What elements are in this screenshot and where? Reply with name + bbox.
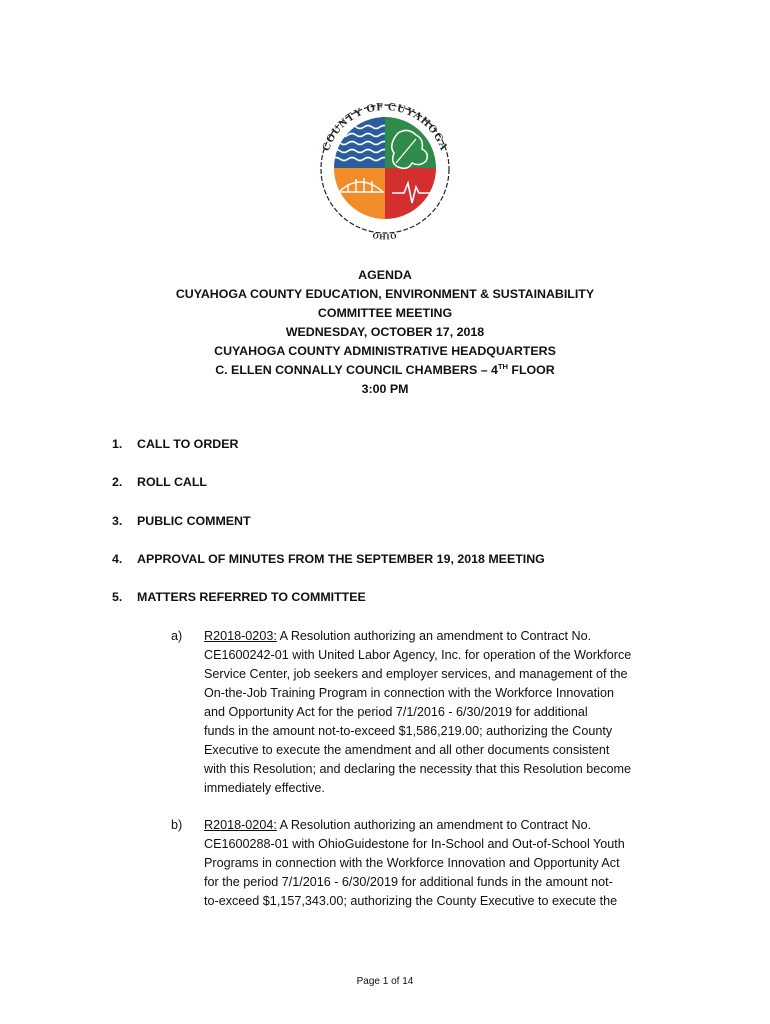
agenda-page: COUNTY OF CUYAHOGA OHIO AGENDA CUYAHOGA COUNTY EDUCATION, ENVIRONMENT & SUSTAINABILITY COMMITTEE MEETING WEDNESDAY, OCTOBER 17, 2018 CUYAHOGA COUNTY ADMINISTRATIVE HEADQUARTERS C. ELLEN CONNALLY COUNCIL CHAMBERS – 4TH FLOOR 3:00 PM 1. CALL TO ORDER 2. ROLL CALL 3. PUBLIC COMMENT 4. APPROVAL OF MINUTES FROM THE SEPTEMBER 19, 2018 MEETING 5. MATTERS REFERRED TO COMMITTEE a) R2018-0203: A Resolution authorizing an amendment to Contract No. CE1600242-01 with United Labor Agency, Inc. for operation of the Workforce Service Center, job seekers and employer services, and management of the On-the-Job Training Program in connection with the Workforce Innovation and Opportunity Act for the period 7/1/2016 - 6/30/2019 for additional funds in the amount not-to-exceed $1,586,219.00; authorizing the County Executive to execute the amendment and all other documents consistent with this Resolution; and declaring the necessity that this Resolution become immediately effective. b) R2018-0204: A Resolution authorizing an amendment to Contract No. CE1600288-01 with OhioGuidestone for In-School and Out-of-School Youth Programs in connection with the Workforce Innovation and Opportunity Act for the period 7/1/2016 - 6/30/2019 for additional funds in the amount not- to-exceed $1,157,343.00; authorizing the County Executive to execute the Page 1 of 14 [0,0,770,1024]
county-seal-logo [312,95,458,243]
header-committee-name: CUYAHOGA COUNTY EDUCATION, ENVIRONMENT & SUSTAINABILITY [175,287,595,301]
agenda-header [0,266,770,399]
agenda-item: 3. PUBLIC COMMENT [112,514,251,528]
agenda-item: 2. ROLL CALL [112,475,207,489]
header-room: C. ELLEN CONNALLY COUNCIL CHAMBERS – 4TH FLOOR [215,362,555,377]
resolution-id: R2018-0204: [204,818,277,832]
bridge-quadrant [334,168,385,219]
header-location: CUYAHOGA COUNTY ADMINISTRATIVE HEADQUARTERS [214,344,556,358]
resolution-id: R2018-0203: [204,629,277,643]
agenda-item: 1. CALL TO ORDER [112,437,239,451]
agenda-item: 5. MATTERS REFERRED TO COMMITTEE [112,590,366,604]
header-agenda-title: AGENDA [358,268,412,282]
svg-text:COUNTY OF CUYAHOGA: COUNTY OF CUYAHOGA [320,100,450,153]
agenda-item: 4. APPROVAL OF MINUTES FROM THE SEPTEMBER 19, 2018 MEETING [112,552,545,566]
page-number: Page 1 of 14 [356,976,414,987]
matter-body: R2018-0204: A Resolution authorizing an amendment to Contract No. CE1600288-01 with OhioGuidestone for In-School and Out-of-School Youth Programs in connection with the Workforce Innovation and Opportunity Act for the period 7/1/2016 - 6/30/2019 for additional funds in the amount not- to-exceed $1,157,343.00; authorizing the County Executive to execute the [204,818,625,908]
header-time: 3:00 PM [361,382,409,396]
header-meeting-type: COMMITTEE MEETING [317,306,453,320]
matter-body: R2018-0203: A Resolution authorizing an amendment to Contract No. CE1600242-01 with United Labor Agency, Inc. for operation of the Workforce Service Center, job seekers and employer services, and management of the On-the-Job Training Program in connection with the Workforce Innovation and Opportunity Act for the period 7/1/2016 - 6/30/2019 for additional funds in the amount not-to-exceed $1,586,219.00; authorizing the County Executive to execute the amendment and all other documents consistent with this Resolution; and declaring the necessity that this Resolution become immediately effective. [204,629,632,795]
svg-text:OHIO: OHIO [371,231,399,242]
header-date: WEDNESDAY, OCTOBER 17, 2018 [285,325,485,339]
